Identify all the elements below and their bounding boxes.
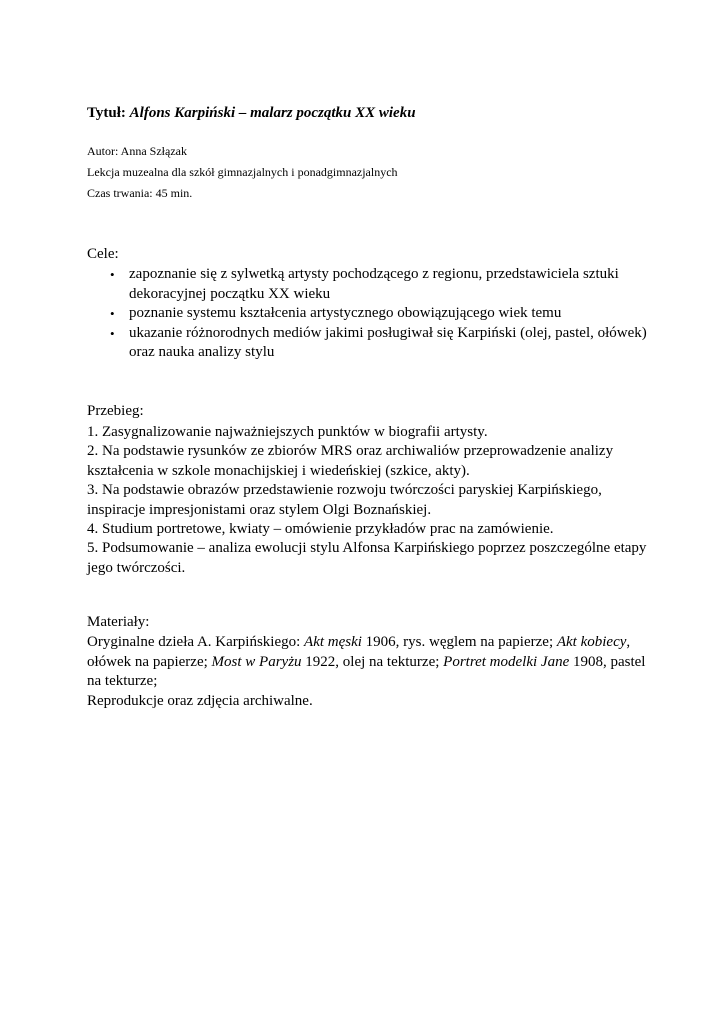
process-step: 3. Na podstawie obrazów przedstawienie rozwoju twórczości paryskiej Karpińskiego, inspiracje impresjonistami oraz stylem Olgi Boznańskiej.	[87, 482, 602, 518]
duration-line: Czas trwania: 45 min.	[87, 186, 193, 200]
goal-item	[87, 265, 647, 304]
materials-heading: Materiały:	[87, 614, 150, 630]
goal-text: ukazanie różnorodnych mediów jakimi posługiwał się Karpiński (olej, pastel, ołówek) oraz nauka analizy stylu	[129, 324, 647, 360]
bullet-icon: •	[110, 306, 115, 321]
process-steps	[87, 423, 647, 578]
lesson-type-line: Lekcja muzealna dla szkół gimnazjalnych i ponadgimnazjalnych	[87, 165, 398, 179]
title-main: Alfons Karpiński – malarz początku XX wieku	[129, 105, 416, 121]
goal-text: zapoznanie się z sylwetką artysty pochodzącego z regionu, przedstawiciela sztuki dekoracyjnej początku XX wieku	[129, 266, 619, 302]
bullet-icon: •	[110, 267, 115, 282]
work-description: 1922, olej na tekturze;	[301, 653, 444, 670]
process-step: 4. Studium portretowe, kwiaty – omówienie przykładów prac na zamówienie.	[87, 521, 554, 538]
goals-list	[87, 265, 647, 363]
process-step: 1. Zasygnalizowanie najważniejszych punktów w biografii artysty.	[87, 424, 488, 440]
materials-reproductions: Reprodukcje oraz zdjęcia archiwalne.	[87, 692, 313, 709]
materials-intro: Oryginalne dzieła A. Karpińskiego:	[87, 634, 305, 650]
goals-heading: Cele:	[87, 246, 119, 262]
process-heading: Przebieg:	[87, 403, 144, 419]
work-title: Akt męski	[304, 634, 362, 650]
bullet-icon: •	[110, 325, 115, 341]
process-step: 2. Na podstawie rysunków ze zbiorów MRS oraz archiwaliów przeprowadzenie analizy kształcenia w szkole monachijskiej i wiedeńskiej (szkice, akty).	[87, 443, 614, 479]
work-description: 1906, rys. węglem na papierze;	[361, 634, 557, 650]
goal-text: poznanie systemu kształcenia artystycznego obowiązującego wiek temu	[129, 305, 562, 321]
work-description: , ołówek na papierze;	[87, 634, 631, 670]
materials-body	[87, 633, 647, 711]
work-description: 1908, pastel na tekturze;	[87, 653, 646, 690]
work-title: Akt kobiecy	[556, 634, 627, 650]
title-prefix: Tytuł:	[87, 105, 130, 121]
work-title: Portret modelki Jane	[443, 653, 570, 670]
goal-item	[87, 324, 647, 363]
work-title: Most w Paryżu	[211, 653, 302, 670]
goal-item	[87, 304, 647, 324]
process-step: 5. Podsumowanie – analiza ewolucji stylu Alfonsa Karpińskiego poprzez poszczególne etapy jego twórczości.	[87, 540, 647, 576]
document-title	[87, 105, 416, 122]
materials-originals	[87, 633, 647, 692]
author-line: Autor: Anna Szłązak	[87, 144, 187, 158]
